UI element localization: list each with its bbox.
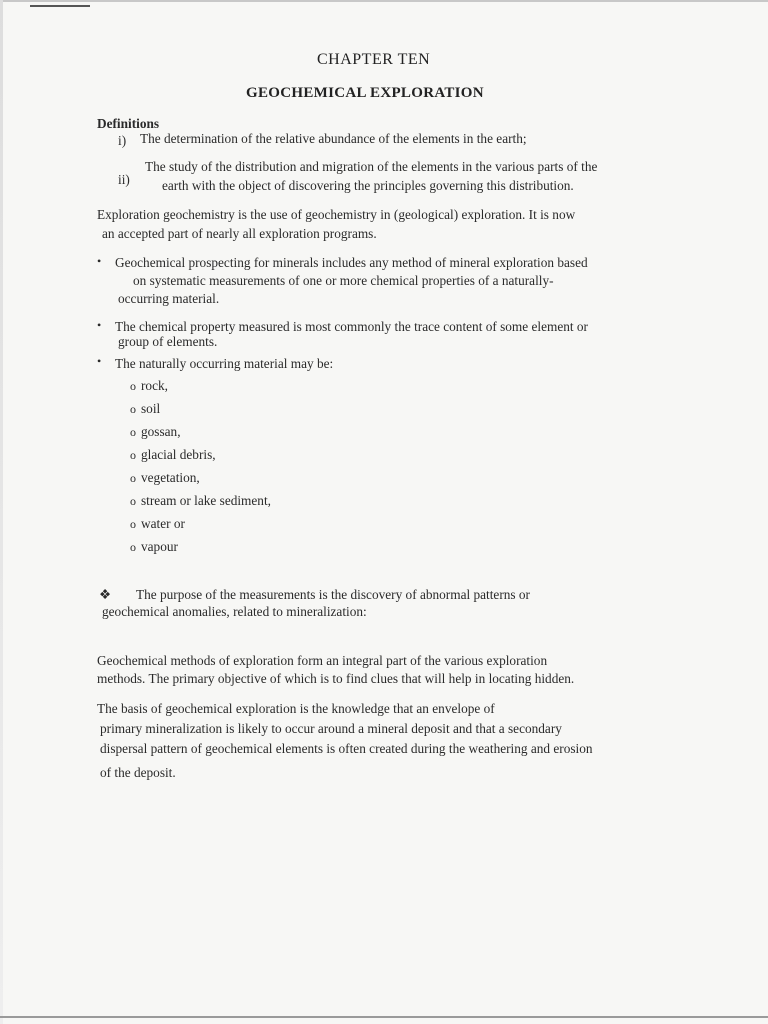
page-bottom-edge [0, 1016, 768, 1018]
purpose-line-2: geochemical anomalies, related to mineralization: [102, 604, 367, 619]
bullet-marker-2: • [97, 318, 102, 332]
list-marker: o [130, 494, 136, 508]
intro-line-2: an accepted part of nearly all exploration programs. [102, 226, 377, 241]
bullet-2-line-2: group of elements. [118, 334, 218, 349]
bullet-1-line-3: occurring material. [118, 291, 220, 306]
basis-line-2: primary mineralization is likely to occur around a mineral deposit and that a secondary [100, 721, 562, 736]
list-marker: o [130, 471, 136, 485]
basis-line-1: The basis of geochemical exploration is the knowledge that an envelope of [97, 701, 495, 716]
bullet-2-line-1: The chemical property measured is most commonly the trace content of some element or [115, 319, 588, 334]
bullet-1-line-2: on systematic measurements of one or more chemical properties of a naturally- [133, 273, 554, 288]
list-marker: o [130, 540, 136, 554]
material-item: gossan, [141, 424, 181, 439]
methods-line-1: Geochemical methods of exploration form an integral part of the various exploration [97, 653, 548, 668]
bullet-marker-1: • [97, 254, 102, 268]
bullet-marker-3: • [97, 354, 102, 368]
purpose-line-1: The purpose of the measurements is the discovery of abnormal patterns or [136, 587, 530, 602]
diamond-bullet-icon: ❖ [99, 587, 111, 602]
definition-2-line-1: The study of the distribution and migration of the elements in the various parts of the [145, 159, 598, 174]
page-top-edge [0, 0, 768, 2]
material-item: vapour [141, 539, 178, 554]
basis-line-4: of the deposit. [100, 765, 176, 780]
list-marker: o [130, 379, 136, 393]
material-item: soil [141, 401, 161, 416]
bullet-3-line-1: The naturally occurring material may be: [115, 356, 334, 371]
scan-mark [30, 5, 90, 7]
chapter-title: CHAPTER TEN [317, 51, 431, 68]
definition-marker-1: i) [118, 133, 127, 148]
basis-line-3: dispersal pattern of geochemical elements is often created during the weathering and erosion [100, 741, 593, 756]
material-item: water or [141, 516, 185, 531]
page-left-edge [0, 0, 3, 1024]
main-title: GEOCHEMICAL EXPLORATION [246, 85, 484, 101]
intro-line-1: Exploration geochemistry is the use of geochemistry in (geological) exploration. It is now [97, 207, 576, 222]
material-item: glacial debris, [141, 447, 216, 462]
list-marker: o [130, 448, 136, 462]
definitions-heading: Definitions [97, 116, 160, 131]
definition-1-line-1: The determination of the relative abundance of the elements in the earth; [140, 131, 527, 146]
definition-2-line-2: earth with the object of discovering the principles governing this distribution. [162, 178, 574, 193]
list-marker: o [130, 425, 136, 439]
material-item: vegetation, [141, 470, 200, 485]
list-marker: o [130, 402, 136, 416]
material-item: rock, [141, 378, 168, 393]
bullet-1-line-1: Geochemical prospecting for minerals includes any method of mineral exploration based [115, 255, 588, 270]
material-item: stream or lake sediment, [141, 493, 271, 508]
methods-line-2: methods. The primary objective of which is to find clues that will help in locating hidden. [97, 671, 575, 686]
list-marker: o [130, 517, 136, 531]
definition-marker-2: ii) [118, 172, 130, 187]
